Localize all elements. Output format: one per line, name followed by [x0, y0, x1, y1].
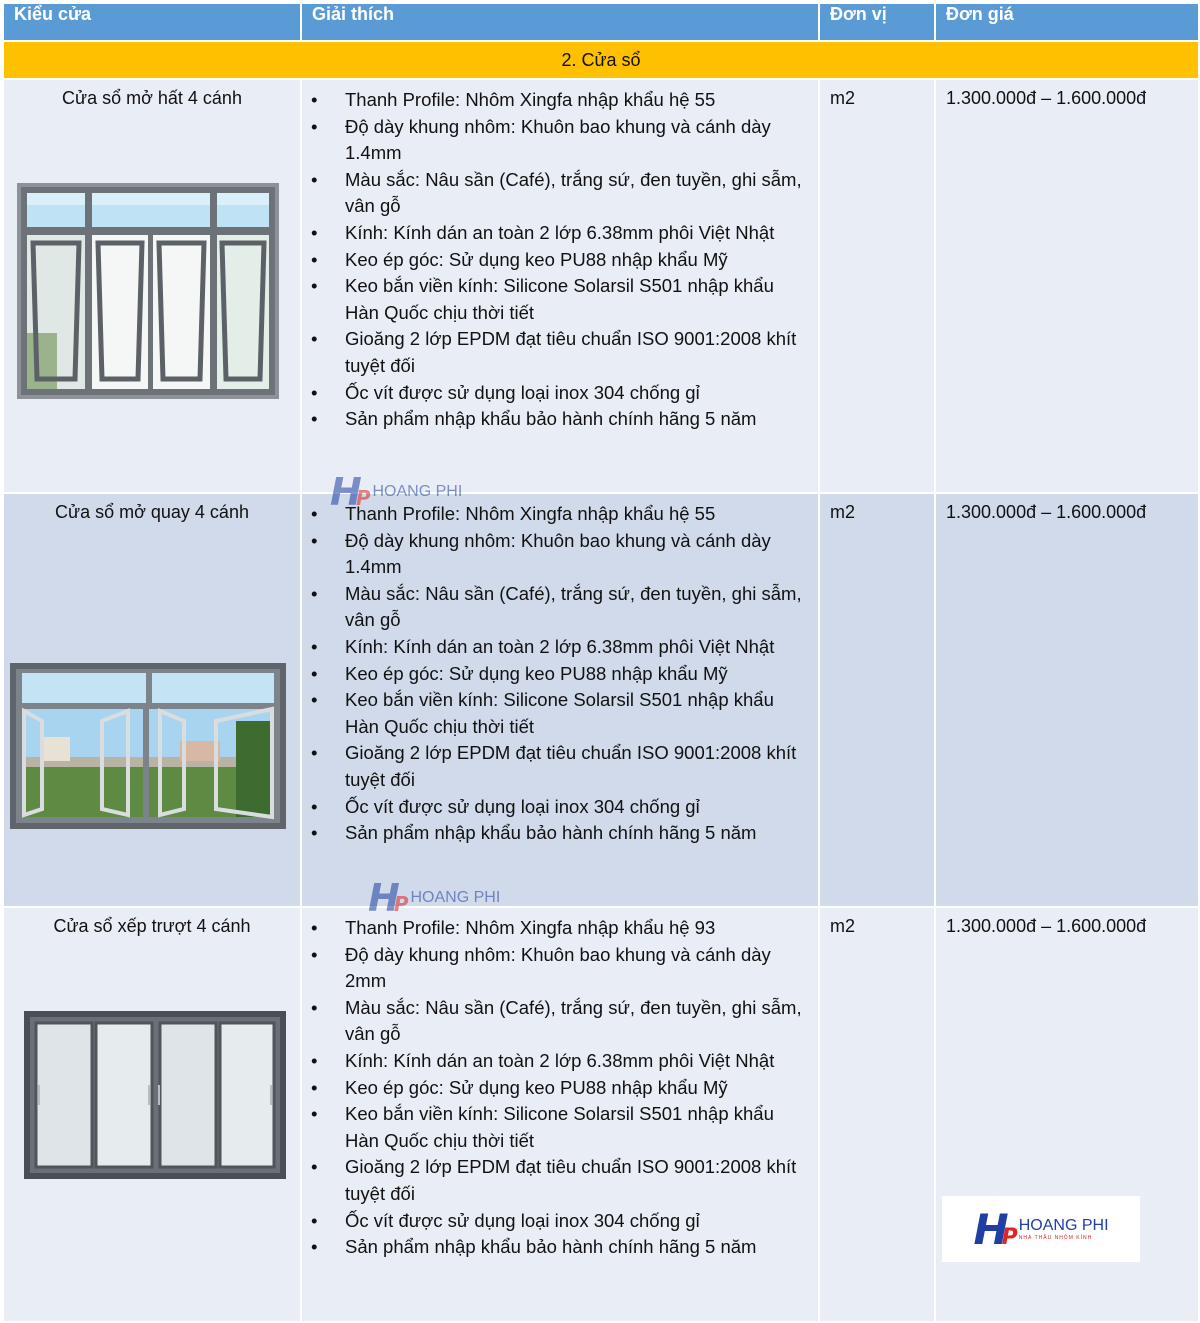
spec-item: • Thanh Profile: Nhôm Xingfa nhập khẩu hệ 55: [341, 87, 811, 114]
spec-item: • Kính: Kính dán an toàn 2 lớp 6.38mm phôi Việt Nhật: [341, 1048, 811, 1075]
spec-item: • Màu sắc: Nâu sần (Café), trắng sứ, đen tuyền, ghi sẫm, vân gỗ: [341, 581, 811, 634]
logo-brand: HOANG PHI: [1018, 1217, 1109, 1234]
hoang-phi-logo-icon: HP: [973, 1204, 1011, 1254]
spec-item: • Màu sắc: Nâu sần (Café), trắng sứ, đen tuyền, ghi sẫm, vân gỗ: [341, 167, 811, 220]
door-type-name: Cửa sổ mở hất 4 cánh: [62, 88, 242, 108]
spec-item: • Gioăng 2 lớp EPDM đạt tiêu chuẩn ISO 9001:2008 khít tuyệt đối: [341, 1154, 811, 1207]
price-cell: 1.300.000đ – 1.600.000đ: [935, 493, 1199, 907]
spec-item: • Thanh Profile: Nhôm Xingfa nhập khẩu hệ 93: [341, 915, 811, 942]
watermark-brand: HOANG PHI: [372, 483, 463, 500]
hoang-phi-logo-icon: HP: [368, 876, 403, 920]
spec-item: • Độ dày khung nhôm: Khuôn bao khung và cánh dày 1.4mm: [341, 528, 811, 581]
spec-item: • Keo bắn viền kính: Silicone Solarsil S501 nhập khẩu Hàn Quốc chịu thời tiết: [341, 1101, 811, 1154]
window-image-awning: [12, 183, 292, 399]
table-row: [3, 493, 1199, 907]
spec-item: • Độ dày khung nhôm: Khuôn bao khung và cánh dày 1.4mm: [341, 114, 811, 167]
window-image-sliding: [12, 1011, 292, 1179]
price-cell: 1.300.000đ – 1.600.000đ: [935, 907, 1199, 1322]
spec-item: • Sản phẩm nhập khẩu bảo hành chính hãng 5 năm: [341, 1234, 811, 1261]
spec-item: • Gioăng 2 lớp EPDM đạt tiêu chuẩn ISO 9001:2008 khít tuyệt đối: [341, 326, 811, 379]
spec-item: • Keo ép góc: Sử dụng keo PU88 nhập khẩu Mỹ: [341, 661, 811, 688]
unit-cell: m2: [819, 493, 935, 907]
spec-item: • Kính: Kính dán an toàn 2 lớp 6.38mm phôi Việt Nhật: [341, 220, 811, 247]
spec-item: • Độ dày khung nhôm: Khuôn bao khung và cánh dày 2mm: [341, 942, 811, 995]
spec-item: • Sản phẩm nhập khẩu bảo hành chính hãng 5 năm: [341, 820, 811, 847]
spec-list: [303, 909, 817, 1261]
hoang-phi-logo-icon: HP: [330, 470, 365, 514]
unit-cell: m2: [819, 907, 935, 1322]
spec-item: • Keo ép góc: Sử dụng keo PU88 nhập khẩu Mỹ: [341, 1075, 811, 1102]
unit-cell: m2: [819, 79, 935, 493]
description-cell: [301, 493, 819, 907]
watermark-brand: HOANG PHI: [410, 889, 501, 906]
header-price: Đơn giá: [935, 3, 1199, 41]
price-table: [2, 2, 1200, 1323]
spec-item: • Kính: Kính dán an toàn 2 lớp 6.38mm phôi Việt Nhật: [341, 634, 811, 661]
spec-item: • Keo ép góc: Sử dụng keo PU88 nhập khẩu Mỹ: [341, 247, 811, 274]
logo-tagline: NHÀ THẦU NHÔM KÍNH: [1018, 1235, 1093, 1241]
door-type-cell: [3, 79, 301, 493]
spec-item: • Ốc vít được sử dụng loại inox 304 chống gỉ: [341, 1208, 811, 1235]
spec-list: [303, 81, 817, 433]
spec-item: • Gioăng 2 lớp EPDM đạt tiêu chuẩn ISO 9001:2008 khít tuyệt đối: [341, 740, 811, 793]
door-type-cell: [3, 907, 301, 1322]
header-description: Giải thích: [301, 3, 819, 41]
description-cell: [301, 79, 819, 493]
door-type-name: Cửa sổ xếp trượt 4 cánh: [53, 916, 251, 936]
description-cell: [301, 907, 819, 1322]
header-unit: Đơn vị: [819, 3, 935, 41]
price-table-wrapper: [2, 2, 1198, 1323]
door-type-cell: [3, 493, 301, 907]
section-title: 2. Cửa sổ: [3, 41, 1199, 79]
table-row: [3, 79, 1199, 493]
table-header-row: [3, 3, 1199, 41]
door-type-name: Cửa sổ mở quay 4 cánh: [55, 502, 249, 522]
section-row: [3, 41, 1199, 79]
spec-list: [303, 495, 817, 847]
hoang-phi-watermark: [368, 876, 500, 920]
header-door-type: Kiểu cửa: [3, 3, 301, 41]
spec-item: • Keo bắn viền kính: Silicone Solarsil S501 nhập khẩu Hàn Quốc chịu thời tiết: [341, 687, 811, 740]
hoang-phi-logo: [942, 1196, 1140, 1262]
window-image-casement: [12, 663, 292, 829]
spec-item: • Ốc vít được sử dụng loại inox 304 chống gỉ: [341, 380, 811, 407]
spec-item: • Keo bắn viền kính: Silicone Solarsil S501 nhập khẩu Hàn Quốc chịu thời tiết: [341, 273, 811, 326]
spec-item: • Thanh Profile: Nhôm Xingfa nhập khẩu hệ 55: [341, 501, 811, 528]
spec-item: • Sản phẩm nhập khẩu bảo hành chính hãng 5 năm: [341, 406, 811, 433]
spec-item: • Màu sắc: Nâu sần (Café), trắng sứ, đen tuyền, ghi sẫm, vân gỗ: [341, 995, 811, 1048]
hoang-phi-watermark: [330, 470, 462, 514]
spec-item: • Ốc vít được sử dụng loại inox 304 chống gỉ: [341, 794, 811, 821]
price-cell: 1.300.000đ – 1.600.000đ: [935, 79, 1199, 493]
